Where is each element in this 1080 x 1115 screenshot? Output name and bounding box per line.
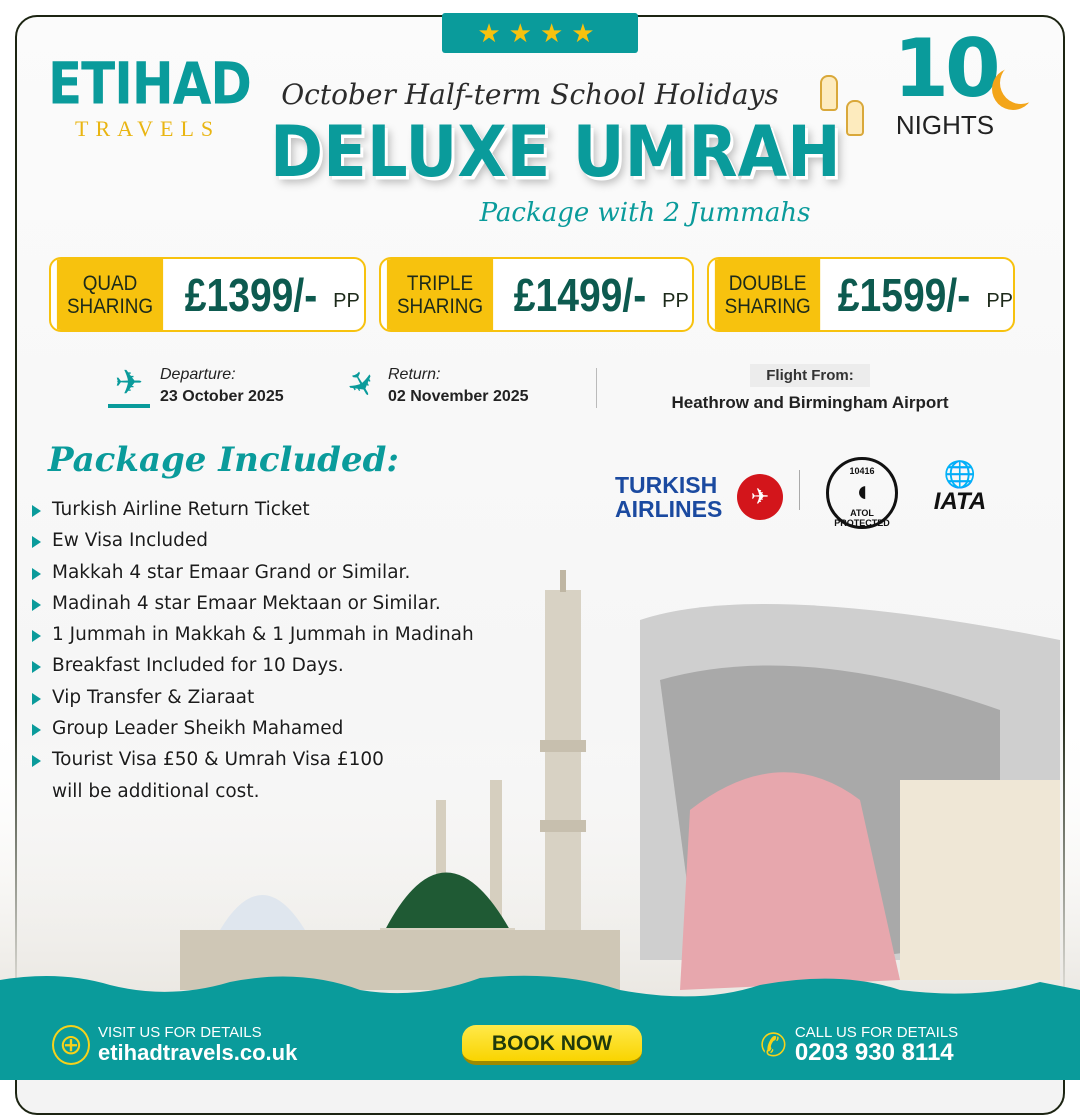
page-title: DELUXE UMRAH	[270, 112, 841, 194]
price-unit: PP	[662, 290, 689, 312]
nights-number: 10	[893, 22, 997, 115]
brand-sub: TRAVELS	[75, 116, 221, 141]
price-value: £1499/-	[513, 268, 647, 321]
call-label: CALL US FOR DETAILS	[794, 1024, 959, 1041]
visit-website[interactable]	[52, 1025, 297, 1065]
departure-date: 23 October 2025	[160, 388, 284, 405]
price-label: TRIPLE	[406, 271, 474, 295]
list-item: Group Leader Sheikh Mahamed	[32, 713, 474, 744]
list-item: 1 Jummah in Makkah & 1 Jummah in Madinah	[32, 619, 474, 650]
list-item: Tourist Visa £50 & Umrah Visa £100	[32, 744, 474, 775]
phone-icon: ✆	[760, 1027, 787, 1063]
list-item: Madinah 4 star Emaar Mektaan or Similar.	[32, 588, 474, 619]
list-item: Makkah 4 star Emaar Grand or Similar.	[32, 557, 474, 588]
airlines-text: AIRLINES	[615, 496, 723, 522]
lantern-icon	[846, 100, 864, 136]
nights-label: NIGHTS	[895, 110, 995, 140]
price-label: QUAD	[82, 271, 138, 295]
subtitle: Package with 2 Jummahs	[479, 198, 811, 228]
departure-info	[108, 366, 284, 408]
list-item: Breakfast Included for 10 Days.	[32, 650, 474, 681]
brand-logo	[48, 50, 258, 142]
book-now-button[interactable]: BOOK NOW	[462, 1025, 642, 1065]
package-list	[32, 494, 474, 807]
footer-wave	[0, 970, 1080, 1010]
iata-logo	[910, 460, 1010, 516]
plane-takeoff-icon: ✈	[108, 366, 150, 408]
price-label: SHARING	[66, 294, 154, 318]
price-label: SHARING	[396, 294, 484, 318]
flight-from-value: Heathrow and Birmingham Airport	[671, 393, 949, 412]
plane-landing-icon: ✈	[336, 363, 385, 407]
nights-badge	[885, 22, 1005, 141]
globe-icon: ⊕	[52, 1025, 90, 1065]
price-unit: PP	[986, 290, 1013, 312]
flight-from	[630, 364, 990, 413]
return-info	[336, 363, 529, 408]
atol-text: ATOL PROTECTED	[834, 508, 890, 528]
departure-label: Departure:	[160, 366, 236, 383]
visit-label: VISIT US FOR DETAILS	[98, 1024, 262, 1041]
list-item: Turkish Airline Return Ticket	[32, 494, 474, 525]
price-unit: PP	[333, 290, 360, 312]
divider	[596, 368, 597, 408]
price-value: £1399/-	[184, 268, 318, 321]
star-rating: ★★★★	[442, 13, 638, 53]
tagline: October Half-term School Holidays	[281, 78, 779, 111]
website-link[interactable]: etihadtravels.co.uk	[98, 1040, 298, 1065]
list-item: will be additional cost.	[52, 780, 260, 802]
phone-number[interactable]: 0203 930 8114	[794, 1039, 954, 1066]
turkish-airlines-icon: ✈	[737, 474, 783, 520]
price-quad	[49, 257, 366, 332]
call-us[interactable]	[760, 1025, 958, 1065]
price-label: SHARING	[724, 294, 811, 318]
price-triple	[379, 257, 694, 332]
list-item: Vip Transfer & Ziaraat	[32, 682, 474, 713]
price-double	[707, 257, 1015, 332]
price-label: DOUBLE	[728, 271, 807, 295]
globe-icon: 🌐	[943, 459, 977, 489]
crescent-moon-icon	[1000, 62, 1042, 104]
turkish-airlines-logo	[615, 473, 722, 521]
atol-logo: 10416 ◖ ATOL PROTECTED	[826, 457, 898, 529]
return-date: 02 November 2025	[388, 388, 529, 405]
turkish-text: TURKISH	[615, 472, 718, 498]
atol-number: 10416	[849, 466, 875, 476]
return-label: Return:	[388, 366, 441, 383]
list-item: Ew Visa Included	[32, 525, 474, 556]
divider	[799, 470, 800, 510]
price-value: £1599/-	[837, 268, 971, 321]
flight-from-label: Flight From:	[750, 364, 869, 387]
iata-text: IATA	[933, 488, 987, 515]
lantern-icon	[820, 75, 838, 111]
brand-name: ETIHAD	[48, 50, 251, 118]
package-heading: Package Included:	[48, 440, 399, 480]
